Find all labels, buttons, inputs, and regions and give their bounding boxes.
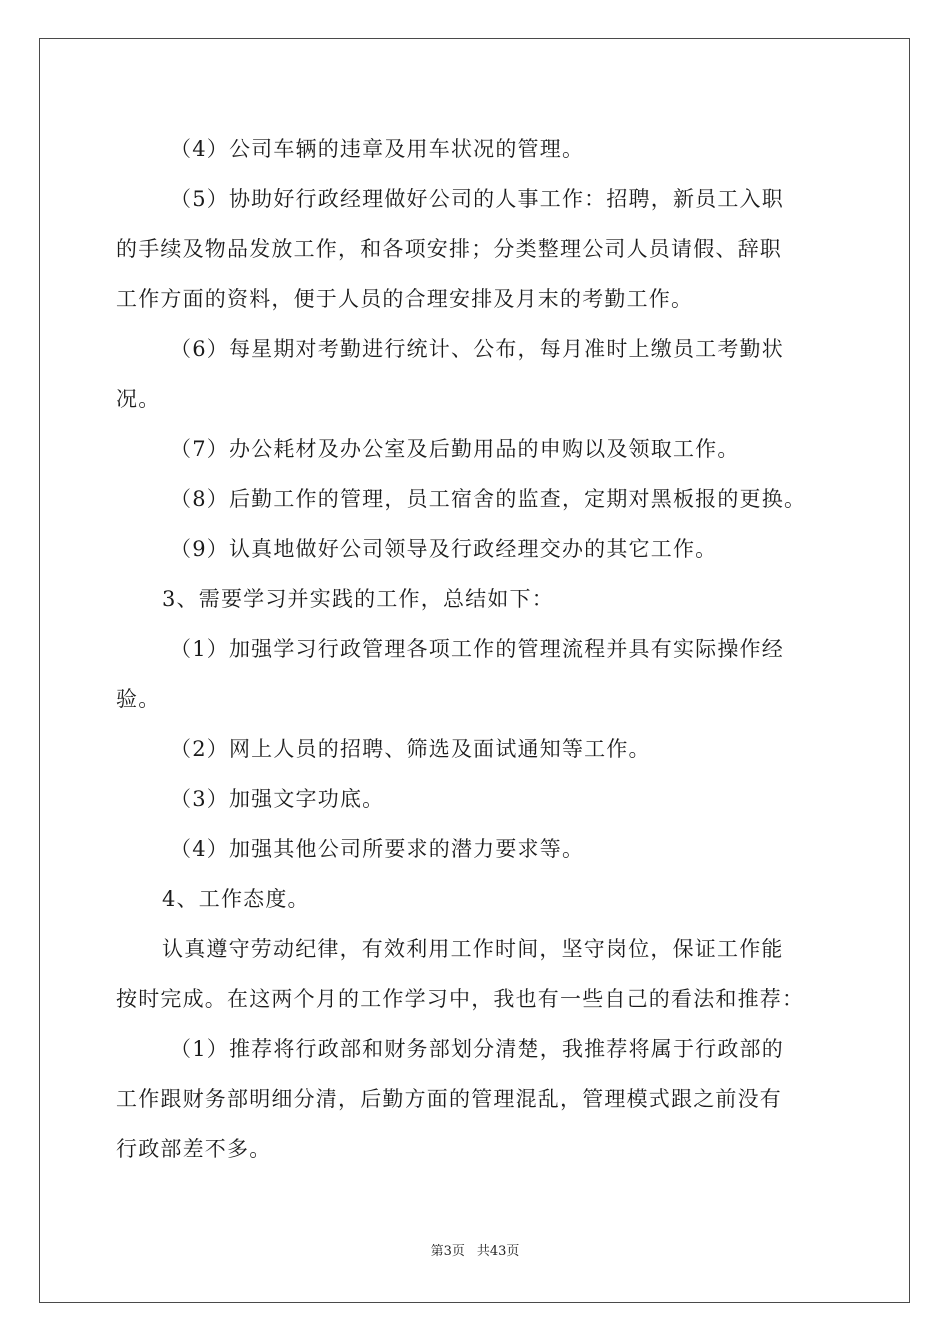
paragraph-line: （2）网上人员的招聘、筛选及面试通知等工作。 [170, 737, 651, 761]
page-number: 第3页 [430, 1244, 465, 1259]
paragraph-line: （5）协助好行政经理做好公司的人事工作：招聘，新员工入职 [170, 187, 784, 211]
paragraph-line: 4、工作态度。 [162, 887, 310, 911]
paragraph-line: （9）认真地做好公司领导及行政经理交办的其它工作。 [170, 537, 718, 561]
paragraph-line: 况。 [116, 387, 161, 411]
paragraph-line: 验。 [116, 687, 161, 711]
paragraph-line: （4）公司车辆的违章及用车状况的管理。 [170, 137, 585, 161]
paragraph-line: （6）每星期对考勤进行统计、公布，每月准时上缴员工考勤状 [170, 337, 784, 361]
paragraph-line: （7）办公耗材及办公室及后勤用品的申购以及领取工作。 [170, 437, 740, 461]
paragraph-line: 3、需要学习并实践的工作，总结如下： [162, 587, 554, 611]
paragraph-line: 认真遵守劳动纪律，有效利用工作时间，坚守岗位，保证工作能 [162, 937, 784, 961]
page-footer [0, 1243, 950, 1261]
paragraph-line: 按时完成。在这两个月的工作学习中，我也有一些自己的看法和推荐： [116, 987, 805, 1011]
paragraph-line: （3）加强文字功底。 [170, 787, 385, 811]
paragraph-line: （1）加强学习行政管理各项工作的管理流程并具有实际操作经 [170, 637, 784, 661]
paragraph-line: （8）后勤工作的管理，员工宿舍的监查，定期对黑板报的更换。 [170, 487, 807, 511]
paragraph-line: 工作跟财务部明细分清，后勤方面的管理混乱，管理模式跟之前没有 [116, 1087, 782, 1111]
paragraph-line: 行政部差不多。 [116, 1137, 272, 1161]
paragraph-line: （1）推荐将行政部和财务部划分清楚，我推荐将属于行政部的 [170, 1037, 784, 1061]
page-total: 共43页 [476, 1244, 520, 1259]
paragraph-line: （4）加强其他公司所要求的潜力要求等。 [170, 837, 585, 861]
paragraph-line: 的手续及物品发放工作，和各项安排；分类整理公司人员请假、辞职 [116, 237, 782, 261]
paragraph-line: 工作方面的资料，便于人员的合理安排及月末的考勤工作。 [116, 287, 694, 311]
